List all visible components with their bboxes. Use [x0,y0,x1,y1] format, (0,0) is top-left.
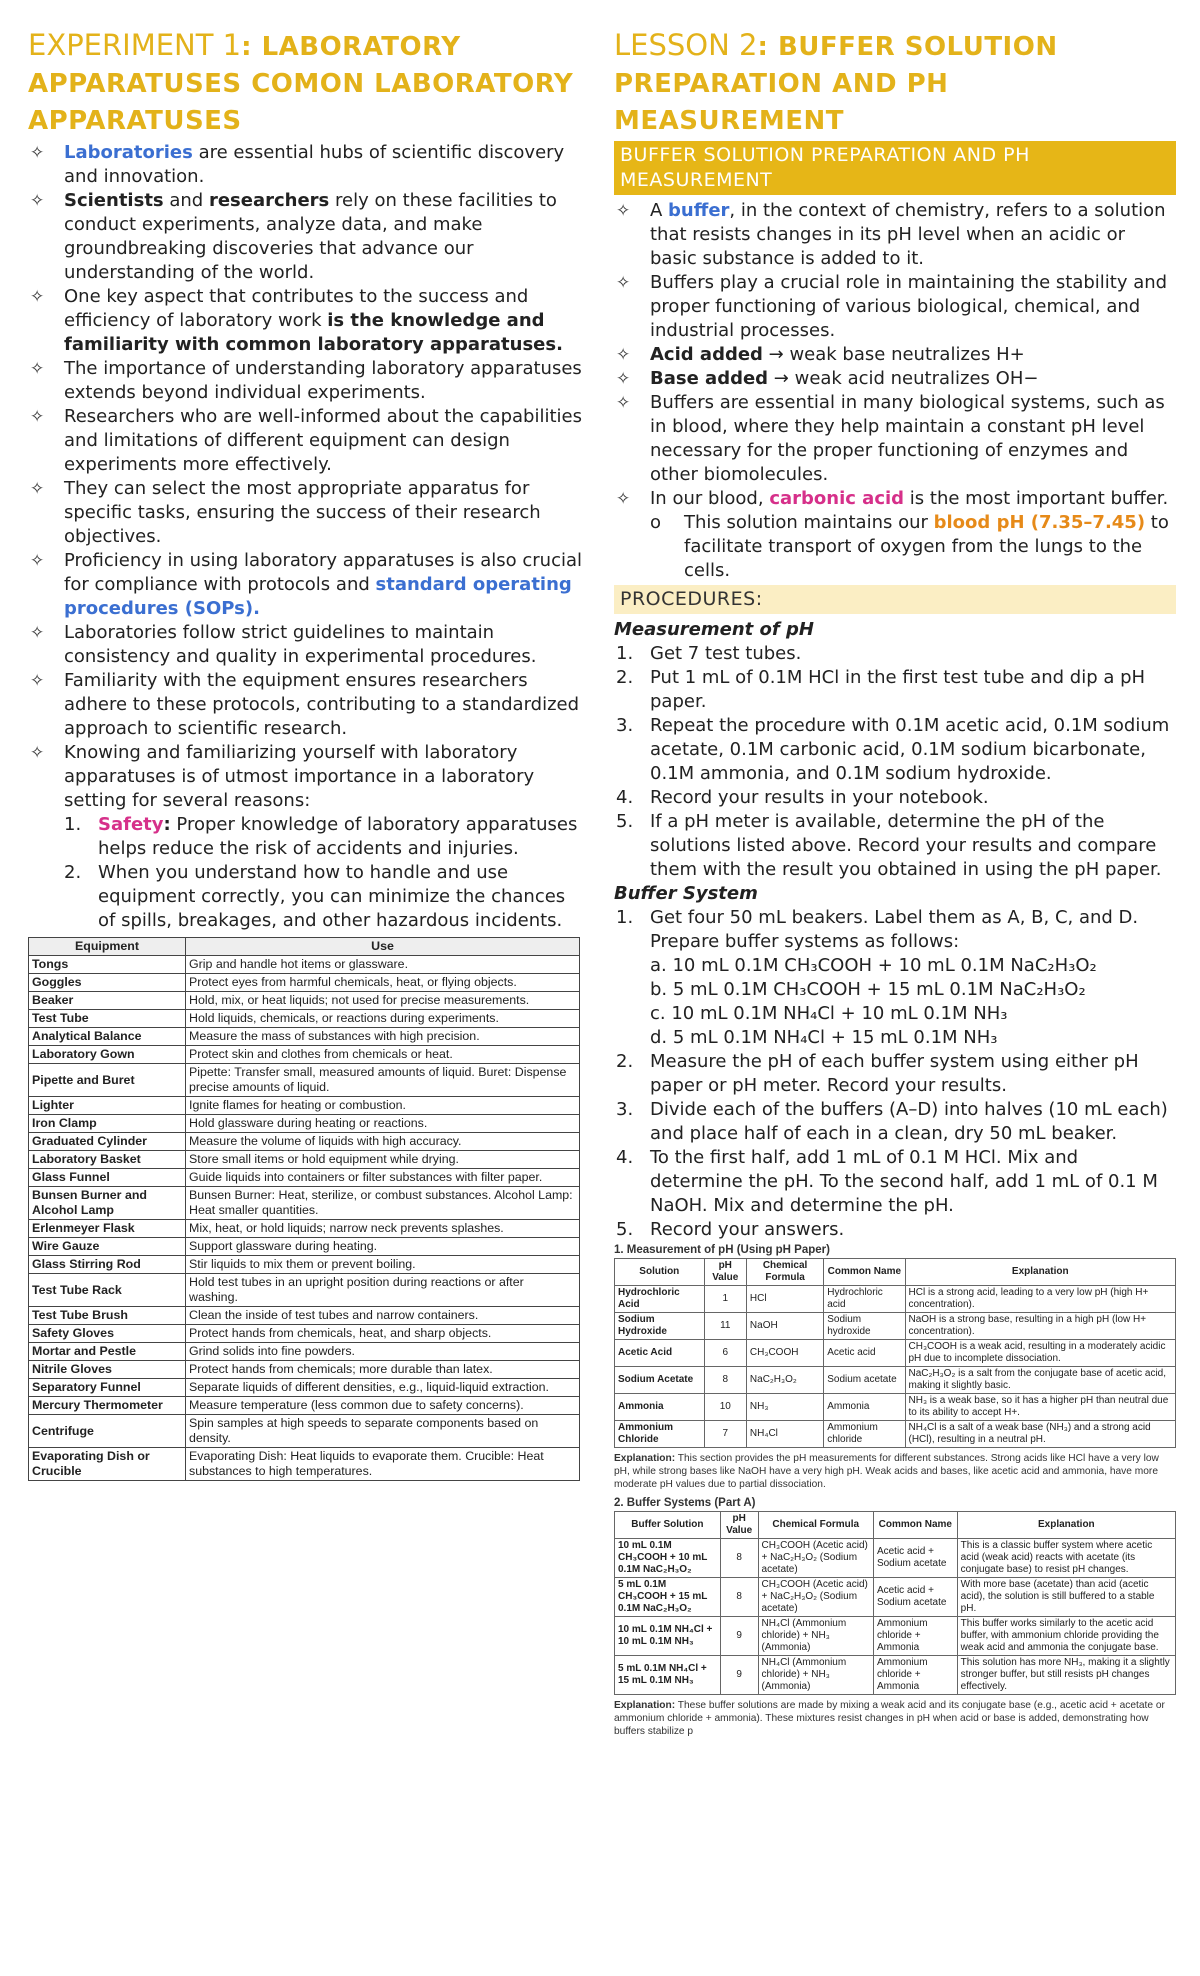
table-cell: HCl is a strong acid, leading to a very low pH (high H+ concentration). [905,1286,1176,1313]
bullet-item: ✧ Laboratories are essential hubs of scientific discovery and innovation. [30,142,565,187]
ph-table-explanation: Explanation: This section provides the pH measurements for different substances. Strong acids like HCl have a very low pH, while strong bases like NaOH have a very high pH. Weak acids and bases, like acetic acid and ammonia, have more moderate pH values due to partial dissociation. [614,1453,1159,1490]
table-cell: 8 [704,1367,746,1394]
table-cell: Hydrochloric acid [824,1286,905,1313]
table-row [615,1313,1176,1340]
table-cell: 10 [704,1394,746,1421]
use-cell: Measure the volume of liquids with high accuracy. [186,1133,580,1151]
table-cell: NH₄Cl is a salt of a weak base (NH₃) and a strong acid (HCl), resulting in a neutral pH. [905,1421,1176,1448]
table-cell: 10 mL 0.1M NH₄Cl + 10 mL 0.1M NH₃ [615,1617,721,1656]
left-column [28,28,584,1481]
equipment-cell: Iron Clamp [29,1115,186,1133]
column-header: Common Name [873,1512,957,1539]
table-cell: 8 [720,1539,758,1578]
table-cell: 11 [704,1313,746,1340]
table-row [29,1028,580,1046]
lesson-title: LESSON 2: BUFFER SOLUTION PREPARATION AND PH MEASUREMENT [614,28,1058,136]
equipment-cell: Laboratory Gown [29,1046,186,1064]
measurement-heading: Measurement of pH [614,619,814,640]
table-row [615,1421,1176,1448]
table-row [29,1415,580,1448]
table-row [29,1187,580,1220]
bullet-item: ✧ Scientists and researchers rely on these facilities to conduct experiments, analyze data, and make groundbreaking discoveries that advance our understanding of the world. [30,190,557,283]
column-header: Use [186,938,580,956]
use-cell: Hold test tubes in an upright position during reactions or after washing. [186,1274,580,1307]
procedure-step: 4. To the first half, add 1 mL of 0.1 M HCl. Mix and determine the pH. To the second half, add 1 mL of 0.1 M NaOH. Mix and determine the pH. [616,1147,1158,1216]
use-cell: Bunsen Burner: Heat, sterilize, or combust substances. Alcohol Lamp: Heat smaller quantities. [186,1187,580,1220]
table-header-row [615,1512,1176,1539]
table-cell: CH₃COOH [746,1340,823,1367]
equipment-cell: Beaker [29,992,186,1010]
numbered-item: 2. When you understand how to handle and use equipment correctly, you can minimize the chances of spills, breakages, and other hazardous incidents. [64,862,566,931]
use-cell: Protect hands from chemicals, heat, and sharp objects. [186,1325,580,1343]
table-cell: 1 [704,1286,746,1313]
table-row [29,1274,580,1307]
ph-table-body [615,1286,1176,1448]
table-cell: 6 [704,1340,746,1367]
table-row [615,1539,1176,1578]
use-cell: Grip and handle hot items or glassware. [186,956,580,974]
bullet-item: ✧ The importance of understanding laboratory apparatuses extends beyond individual experiments. [30,358,582,403]
equipment-cell: Tongs [29,956,186,974]
column-header: Common Name [824,1259,905,1286]
table-cell: 5 mL 0.1M NH₄Cl + 15 mL 0.1M NH₃ [615,1656,721,1695]
table-cell: 7 [704,1421,746,1448]
table-header-row [615,1259,1176,1286]
table-row [29,1220,580,1238]
bullet-item: ✧ Acid added → weak base neutralizes H+ [616,344,1025,365]
table-cell: Ammonium chloride + Ammonia [873,1617,957,1656]
table-row [29,1379,580,1397]
table-cell: Acetic acid + Sodium acetate [873,1539,957,1578]
use-cell: Protect skin and clothes from chemicals or heat. [186,1046,580,1064]
buffer-table-explanation: Explanation: These buffer solutions are made by mixing a weak acid and its conjugate base (e.g., acetic acid + acetate or ammonium chloride + ammonia). These mixtures resist changes in pH when acid or base is added, demonstrating how buffers stabilize p [614,1700,1165,1737]
ph-measurement-table [614,1258,1176,1448]
equipment-cell: Evaporating Dish or Crucible [29,1448,186,1481]
table-cell: Acetic Acid [615,1340,705,1367]
procedure-step: 3. Divide each of the buffers (A–D) into halves (10 mL each) and place half of each in a clean, dry 50 mL beaker. [616,1099,1168,1144]
table-cell: NH₄Cl (Ammonium chloride) + NH₃ (Ammonia) [758,1656,873,1695]
use-cell: Store small items or hold equipment while drying. [186,1151,580,1169]
use-cell: Pipette: Transfer small, measured amounts of liquid. Buret: Dispense precise amounts of liquid. [186,1064,580,1097]
buffer-system-heading: Buffer System [614,883,758,904]
table-cell: 10 mL 0.1M CH₃COOH + 10 mL 0.1M NaC₂H₃O₂ [615,1539,721,1578]
ph-table-title: 1. Measurement of pH (Using pH Paper) [614,1244,830,1256]
table-row [29,1256,580,1274]
numbered-item: 1. Safety: Proper knowledge of laboratory apparatuses helps reduce the risk of accidents and injuries. [64,814,578,859]
bullet-item: ✧ A buffer, in the context of chemistry, refers to a solution that resists changes in its pH level when an acidic or basic substance is added to it. [616,200,1166,269]
table-cell: Hydrochloric Acid [615,1286,705,1313]
table-cell: This solution has more NH₃, making it a slightly stronger buffer, but still resists pH changes effectively. [957,1656,1175,1695]
table-cell: NH₄Cl (Ammonium chloride) + NH₃ (Ammonia) [758,1617,873,1656]
table-row [29,1361,580,1379]
procedure-step: 2. Put 1 mL of 0.1M HCl in the first test tube and dip a pH paper. [616,667,1146,712]
equipment-cell: Laboratory Basket [29,1151,186,1169]
buffer-recipe: b. 5 mL 0.1M CH₃COOH + 15 mL 0.1M NaC₂H₃O₂ [650,979,1086,1000]
equipment-cell: Test Tube [29,1010,186,1028]
equipment-cell: Test Tube Brush [29,1307,186,1325]
column-header: Equipment [29,938,186,956]
table-row [29,1397,580,1415]
use-cell: Mix, heat, or hold liquids; narrow neck prevents splashes. [186,1220,580,1238]
bullet-item: ✧ Proficiency in using laboratory apparatuses is also crucial for compliance with protocols and standard operating procedures (SOPs). [30,550,583,619]
table-cell: 5 mL 0.1M CH₃COOH + 15 mL 0.1M NaC₂H₃O₂ [615,1578,721,1617]
procedure-step: 3. Repeat the procedure with 0.1M acetic acid, 0.1M sodium acetate, 0.1M carbonic acid, 0.1M sodium bicarbonate, 0.1M ammonia, and 0.1M sodium hydroxide. [616,715,1170,784]
buffer-recipe: a. 10 mL 0.1M CH₃COOH + 10 mL 0.1M NaC₂H₃O₂ [650,955,1097,976]
table-cell: NaC₂H₃O₂ [746,1367,823,1394]
table-row [615,1394,1176,1421]
use-cell: Protect hands from chemicals; more durable than latex. [186,1361,580,1379]
equipment-table-body [29,956,580,1481]
bullet-item: ✧ Laboratories follow strict guidelines to maintain consistency and quality in experimental procedures. [30,622,537,667]
equipment-cell: Goggles [29,974,186,992]
section-banner: BUFFER SOLUTION PREPARATION AND PH MEASUREMENT [614,141,1176,195]
procedure-step: 1. Get 7 test tubes. [616,643,802,664]
use-cell: Protect eyes from harmful chemicals, heat, or flying objects. [186,974,580,992]
buffer-systems-table [614,1511,1176,1695]
right-column [614,28,1176,1744]
equipment-cell: Wire Gauze [29,1238,186,1256]
table-row [29,1343,580,1361]
table-row [29,1307,580,1325]
table-cell: CH₃COOH (Acetic acid) + NaC₂H₃O₂ (Sodium acetate) [758,1539,873,1578]
table-row [615,1286,1176,1313]
table-cell: 8 [720,1578,758,1617]
equipment-cell: Mercury Thermometer [29,1397,186,1415]
table-cell: NH₄Cl [746,1421,823,1448]
table-cell: CH₃COOH is a weak acid, resulting in a moderately acidic pH due to incomplete dissociation. [905,1340,1176,1367]
column-header: Solution [615,1259,705,1286]
equipment-cell: Glass Funnel [29,1169,186,1187]
table-row [29,1448,580,1481]
bullet-item: ✧ Buffers are essential in many biological systems, such as in blood, where they help maintain a constant pH level necessary for the proper functioning of enzymes and other biomolecules. [616,392,1165,485]
table-cell: NH₃ [746,1394,823,1421]
table-cell: Acetic acid [824,1340,905,1367]
use-cell: Support glassware during heating. [186,1238,580,1256]
bullet-item: ✧ They can select the most appropriate apparatus for specific tasks, ensuring the success of their research objectives. [30,478,541,547]
table-cell: NaOH [746,1313,823,1340]
bullet-item: ✧ Buffers play a crucial role in maintaining the stability and proper functioning of various biological, chemical, and industrial processes. [616,272,1168,341]
table-header-row [29,938,580,956]
equipment-cell: Centrifuge [29,1415,186,1448]
use-cell: Hold, mix, or heat liquids; not used for precise measurements. [186,992,580,1010]
procedure-step: 5. If a pH meter is available, determine the pH of the solutions listed above. Record your results and compare them with the result you obtained in using the pH paper. [616,811,1162,880]
table-cell: Sodium Hydroxide [615,1313,705,1340]
use-cell: Grind solids into fine powders. [186,1343,580,1361]
equipment-cell: Separatory Funnel [29,1379,186,1397]
equipment-cell: Erlenmeyer Flask [29,1220,186,1238]
table-row [29,956,580,974]
equipment-cell: Analytical Balance [29,1028,186,1046]
table-row [29,1325,580,1343]
table-cell: Acetic acid + Sodium acetate [873,1578,957,1617]
column-header: Chemical Formula [746,1259,823,1286]
use-cell: Stir liquids to mix them or prevent boiling. [186,1256,580,1274]
table-cell: NaC₂H₃O₂ is a salt from the conjugate base of acetic acid, making it slightly basic. [905,1367,1176,1394]
table-row [615,1617,1176,1656]
column-header: Buffer Solution [615,1512,721,1539]
table-row [29,1010,580,1028]
use-cell: Ignite flames for heating or combustion. [186,1097,580,1115]
table-row [615,1340,1176,1367]
table-cell: This is a classic buffer system where acetic acid (weak acid) reacts with acetate (its conjugate base) to resist pH changes. [957,1539,1175,1578]
column-header: Chemical Formula [758,1512,873,1539]
equipment-cell: Pipette and Buret [29,1064,186,1097]
table-row [29,992,580,1010]
table-cell: NH₃ is a weak base, so it has a higher pH than neutral due to its ability to accept H+. [905,1394,1176,1421]
buffer-table-body [615,1539,1176,1695]
buffer-recipe: d. 5 mL 0.1M NH₄Cl + 15 mL 0.1M NH₃ [650,1027,998,1048]
table-row [29,1133,580,1151]
table-cell: CH₃COOH (Acetic acid) + NaC₂H₃O₂ (Sodium acetate) [758,1578,873,1617]
equipment-cell: Bunsen Burner and Alcohol Lamp [29,1187,186,1220]
equipment-cell: Mortar and Pestle [29,1343,186,1361]
table-row [29,1115,580,1133]
table-row [615,1367,1176,1394]
equipment-cell: Graduated Cylinder [29,1133,186,1151]
table-row [29,974,580,992]
column-header: Explanation [905,1259,1176,1286]
sub-bullet-item: o This solution maintains our blood pH (7.35–7.45) to facilitate transport of oxygen from the lungs to the cells. [650,512,1169,581]
table-cell: Sodium hydroxide [824,1313,905,1340]
table-cell: 9 [720,1617,758,1656]
use-cell: Evaporating Dish: Heat liquids to evaporate them. Crucible: Heat substances to high temperatures. [186,1448,580,1481]
use-cell: Separate liquids of different densities, e.g., liquid-liquid extraction. [186,1379,580,1397]
use-cell: Hold liquids, chemicals, or reactions during experiments. [186,1010,580,1028]
bullet-item: ✧ Familiarity with the equipment ensures researchers adhere to these protocols, contributing to a standardized approach to scientific research. [30,670,580,739]
table-cell: Ammonia [824,1394,905,1421]
table-cell: Sodium acetate [824,1367,905,1394]
use-cell: Clean the inside of test tubes and narrow containers. [186,1307,580,1325]
equipment-table [28,937,580,1481]
equipment-cell: Lighter [29,1097,186,1115]
equipment-cell: Test Tube Rack [29,1274,186,1307]
experiment-title: EXPERIMENT 1: LABORATORY APPARATUSES COMON LABORATORY APPARATUSES [28,28,574,136]
column-header: Explanation [957,1512,1175,1539]
table-row [615,1578,1176,1617]
table-row [29,1151,580,1169]
table-row [29,1238,580,1256]
column-header: pH Value [704,1259,746,1286]
bullet-item: ✧ Researchers who are well-informed about the capabilities and limitations of different equipment can design experiments more effectively. [30,406,582,475]
procedure-step: 4. Record your results in your notebook. [616,787,989,808]
use-cell: Measure the mass of substances with high precision. [186,1028,580,1046]
bullet-item: ✧ One key aspect that contributes to the success and efficiency of laboratory work is the knowledge and familiarity with common laboratory apparatuses. [30,286,563,355]
procedure-step: 2. Measure the pH of each buffer system using either pH paper or pH meter. Record your results. [616,1051,1139,1096]
table-row [29,1064,580,1097]
use-cell: Guide liquids into containers or filter substances with filter paper. [186,1169,580,1187]
bullet-item: ✧ Knowing and familiarizing yourself with laboratory apparatuses is of utmost importance in a laboratory setting for several reasons: [30,742,535,811]
column-header: pH Value [720,1512,758,1539]
table-cell: Sodium Acetate [615,1367,705,1394]
table-cell: Ammonium chloride + Ammonia [873,1656,957,1695]
table-cell: Ammonia [615,1394,705,1421]
procedure-step: 1. Get four 50 mL beakers. Label them as A, B, C, and D. Prepare buffer systems as follows: a. 10 mL 0.1M CH₃COOH + 10 mL 0.1M NaC₂H₃O₂ b. 5 mL 0.1M CH₃COOH + 15 mL 0.1M NaC₂H₃O₂ c. 10 mL 0.1M NH₄Cl + 10 mL 0.1M NH₃ d. 5 mL 0.1M NH₄Cl + 15 mL 0.1M NH₃ [614,906,1176,1050]
use-cell: Measure temperature (less common due to safety concerns). [186,1397,580,1415]
equipment-cell: Safety Gloves [29,1325,186,1343]
table-cell: Ammonium chloride [824,1421,905,1448]
table-cell: 9 [720,1656,758,1695]
use-cell: Spin samples at high speeds to separate components based on density. [186,1415,580,1448]
table-cell: With more base (acetate) than acid (acetic acid), the solution is still buffered to a stable pH. [957,1578,1175,1617]
table-cell: This buffer works similarly to the acetic acid buffer, with ammonium chloride providing the weak acid and ammonia the conjugate base. [957,1617,1175,1656]
procedures-banner: PROCEDURES: [614,585,1176,614]
table-row [29,1169,580,1187]
buffer-table-title: 2. Buffer Systems (Part A) [614,1497,756,1509]
equipment-cell: Nitrile Gloves [29,1361,186,1379]
procedure-step: 5. Record your answers. [616,1219,845,1240]
table-row [615,1656,1176,1695]
table-cell: NaOH is a strong base, resulting in a high pH (low H+ concentration). [905,1313,1176,1340]
buffer-recipe: c. 10 mL 0.1M NH₄Cl + 10 mL 0.1M NH₃ [650,1003,1008,1024]
table-row [29,1097,580,1115]
bullet-item: ✧ Base added → weak acid neutralizes OH− [616,368,1039,389]
equipment-cell: Glass Stirring Rod [29,1256,186,1274]
table-cell: HCl [746,1286,823,1313]
bullet-item: ✧ In our blood, carbonic acid is the most important buffer. [616,488,1169,509]
table-cell: Ammonium Chloride [615,1421,705,1448]
use-cell: Hold glassware during heating or reactions. [186,1115,580,1133]
table-row [29,1046,580,1064]
